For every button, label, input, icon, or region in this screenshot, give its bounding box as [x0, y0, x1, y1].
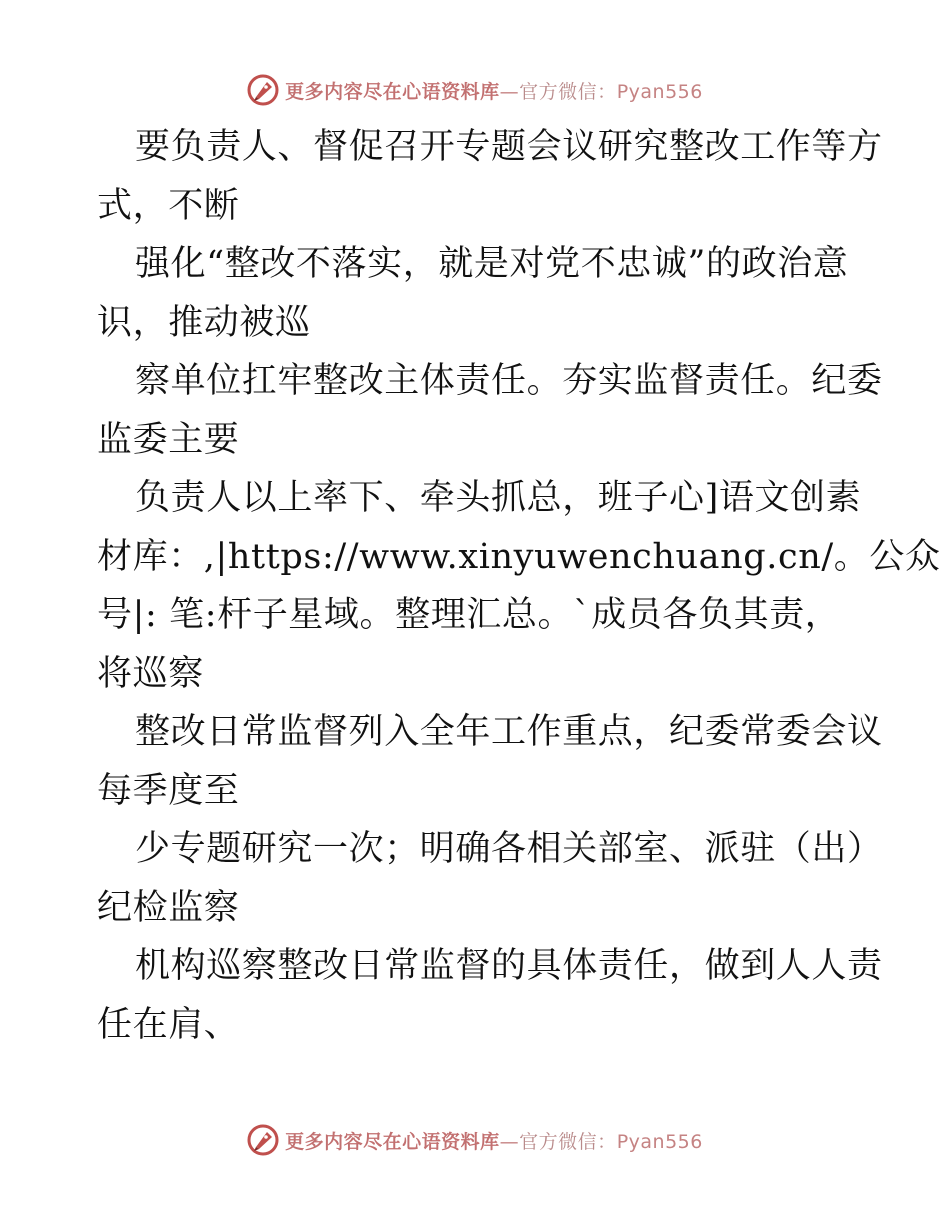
body-line: 要负责人、督促召开专题会议研究整改工作等方 [135, 127, 883, 167]
body-line: 式，不断 [97, 185, 240, 226]
document-body [97, 118, 941, 1054]
body-line: 强化“整改不落实，就是对党不忠诚”的政治意 [135, 244, 849, 284]
footer-wechat-label: 官方微信： [519, 1130, 617, 1153]
footer-site-text: 更多内容尽在心语资料库 [285, 1130, 500, 1153]
footer-watermark [0, 1120, 950, 1160]
body-line: 材库：,|https://www.xinyuwenchuang.cn/。公众 [97, 536, 941, 577]
body-line: 整改日常监督列入全年工作重点，纪委常委会议 [135, 712, 883, 752]
body-line: 监委主要 [97, 419, 240, 460]
body-line: 号|: 笔:杆子星域。整理汇总。`成员各负其责， [97, 595, 841, 635]
header-watermark-text [285, 77, 703, 104]
body-line: 少专题研究一次；明确各相关部室、派驻（出） [135, 829, 883, 869]
body-line: 识，推动被巡 [97, 302, 311, 343]
body-line: 任在肩、 [97, 1004, 240, 1045]
body-line: 机构巡察整改日常监督的具体责任，做到人人责 [135, 946, 883, 986]
body-line: 将巡察 [97, 653, 204, 694]
pen-nib-logo-icon [247, 1124, 279, 1156]
body-line: 每季度至 [97, 770, 240, 811]
header-watermark [0, 70, 950, 110]
body-line: 负责人以上率下、牵头抓总，班子心]语文创素 [135, 478, 862, 518]
pen-nib-logo-icon [247, 74, 279, 106]
body-line: 察单位扛牢整改主体责任。夯实监督责任。纪委 [135, 361, 883, 401]
footer-watermark-text [285, 1127, 703, 1154]
body-line: 纪检监察 [97, 887, 240, 928]
header-site-text: 更多内容尽在心语资料库 [285, 80, 500, 103]
header-wechat-id: Pyan556 [616, 80, 703, 103]
footer-wechat-id: Pyan556 [616, 1130, 703, 1153]
header-wechat-label: 官方微信： [519, 80, 617, 103]
footer-dash: — [499, 1130, 520, 1153]
header-dash: — [499, 80, 520, 103]
